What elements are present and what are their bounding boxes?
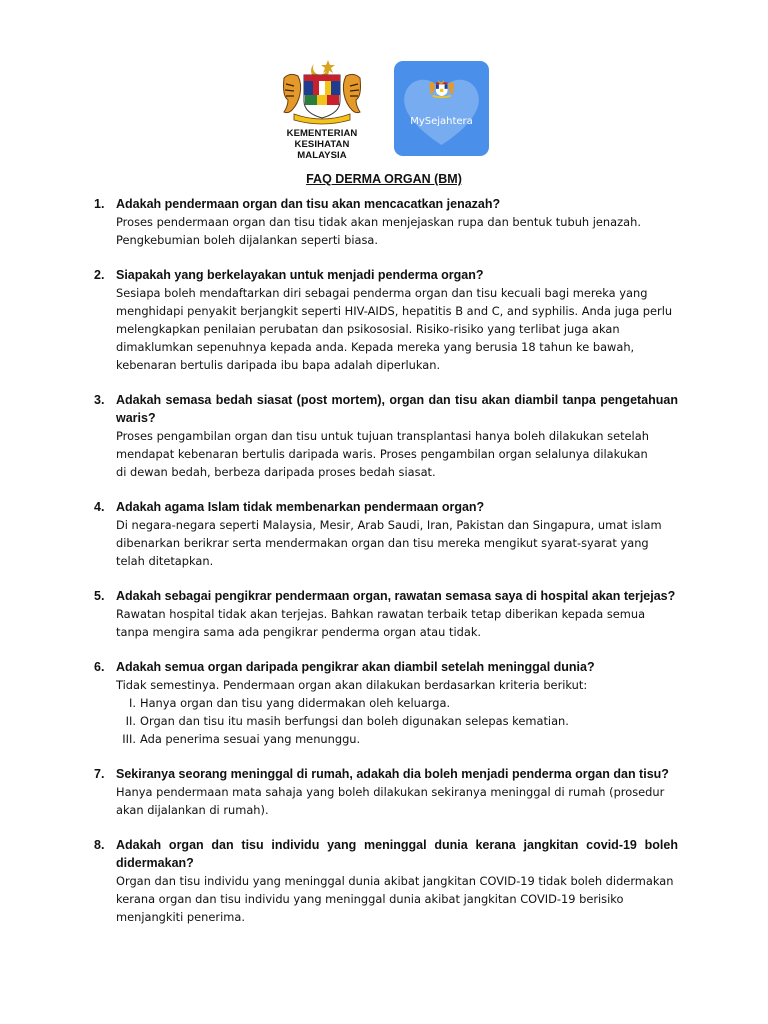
faq-answer (116, 872, 678, 926)
faq-answer-line: menghidapi penyakit berjangkit seperti HIV-AIDS, hepatitis B and C, and syphilis. Anda juga perlu (116, 304, 673, 318)
faq-item (0, 836, 768, 926)
faq-answer-line: kerana organ dan tisu individu yang meninggal dunia akibat jangkitan COVID-19 berisiko (116, 892, 624, 906)
faq-answer-line: Pengkebumian boleh dijalankan seperti biasa. (116, 233, 379, 247)
criteria-text: Organ dan tisu itu masih berfungsi dan boleh digunakan selepas kematian. (140, 714, 569, 728)
faq-question: Sekiranya seorang meninggal di rumah, adakah dia boleh menjadi penderma organ dan tisu? (116, 767, 669, 781)
document-title: FAQ DERMA ORGAN (BM) (306, 172, 462, 186)
faq-list (0, 195, 768, 943)
faq-question: Adakah sebagai pengikrar pendermaan organ, rawatan semasa saya di hospital akan terjejas? (116, 589, 676, 603)
faq-question: Adakah agama Islam tidak membenarkan pendermaan organ? (116, 500, 485, 514)
faq-number: 1. (94, 197, 105, 211)
faq-item (0, 391, 768, 481)
ministry-name (262, 128, 382, 161)
faq-answer-line: Organ dan tisu individu yang meninggal dunia akibat jangkitan COVID-19 tidak boleh didermakan (116, 874, 674, 888)
faq-answer-line: kebenaran bertulis daripada ibu bapa adalah diperlukan. (116, 358, 441, 372)
document-header (0, 58, 768, 168)
faq-question: Adakah pendermaan organ dan tisu akan mencacatkan jenazah? (116, 197, 501, 211)
criteria-text: Ada penerima sesuai yang menunggu. (140, 732, 361, 746)
faq-question-line: Adakah organ dan tisu individu yang meninggal dunia kerana jangkitan covid-19 boleh (116, 838, 678, 852)
criteria-text: Hanya organ dan tisu yang didermakan oleh keluarga. (140, 696, 451, 710)
faq-answer (116, 284, 678, 374)
ministry-logo (262, 58, 382, 161)
faq-answer-line: Sesiapa boleh mendaftarkan diri sebagai penderma organ dan tisu kecuali bagi mereka yang (116, 286, 648, 300)
faq-number: 6. (94, 660, 105, 674)
faq-item (0, 266, 768, 374)
criteria-item (116, 694, 678, 712)
criteria-number: II. (125, 714, 136, 728)
faq-answer-line: Rawatan hospital tidak akan terjejas. Bahkan rawatan terbaik tetap diberikan kepada semua (116, 607, 646, 621)
faq-question (116, 836, 678, 872)
faq-answer-line: tanpa mengira sama ada pengikrar penderma organ atau tidak. (116, 625, 482, 639)
mysejahtera-logo (394, 61, 489, 156)
faq-answer-line: mendapat kebenaran bertulis daripada waris. Proses pengambilan organ selalunya dilakukan (116, 447, 648, 461)
criteria-item (116, 730, 678, 748)
faq-item (0, 658, 768, 748)
faq-item (0, 195, 768, 249)
ministry-name-line2: MALAYSIA (297, 150, 347, 161)
faq-item (0, 765, 768, 819)
faq-answer (116, 427, 678, 481)
faq-item (0, 498, 768, 570)
criteria-number: I. (129, 696, 136, 710)
faq-answer (116, 676, 678, 748)
faq-question-line: Adakah semasa bedah siasat (post mortem), organ dan tisu akan diambil tanpa pengetahuan (116, 393, 678, 407)
faq-answer-line: dimaklumkan sepenuhnya kepada anda. Kepada mereka yang berusia 18 tahun ke bawah, (116, 340, 635, 354)
heart-icon (394, 61, 489, 156)
faq-answer-line: menjangkiti penerima. (116, 910, 245, 924)
criteria-number: III. (122, 732, 136, 746)
faq-answer-line: Tidak semestinya. Pendermaan organ akan dilakukan berdasarkan kriteria berikut: (116, 678, 588, 692)
faq-answer-line: di dewan bedah, berbeza daripada proses bedah siasat. (116, 465, 436, 479)
faq-answer-line: akan dijalankan di rumah). (116, 803, 269, 817)
faq-answer (116, 783, 678, 819)
faq-answer-line: Proses pengambilan organ dan tisu untuk tujuan transplantasi hanya boleh dilakukan setelah (116, 429, 649, 443)
criteria-list (116, 694, 678, 748)
faq-answer-line: telah ditetapkan. (116, 554, 214, 568)
faq-number: 7. (94, 767, 105, 781)
faq-answer-line: dibenarkan berikrar serta mendermakan organ dan tisu mereka mengikut syarat-syarat yang (116, 536, 649, 550)
faq-question: Siapakah yang berkelayakan untuk menjadi penderma organ? (116, 268, 484, 282)
faq-answer-line: Proses pendermaan organ dan tisu tidak akan menjejaskan rupa dan bentuk tubuh jenazah. (116, 215, 641, 229)
faq-number: 5. (94, 589, 105, 603)
faq-answer-line: melengkapkan penilaian perubatan dan psikososial. Risiko-risiko yang terlibat juga akan (116, 322, 620, 336)
faq-question: Adakah semua organ daripada pengikrar akan diambil setelah meninggal dunia? (116, 660, 595, 674)
faq-number: 4. (94, 500, 105, 514)
faq-item (0, 587, 768, 641)
faq-answer (116, 213, 678, 249)
faq-answer-line: Di negara-negara seperti Malaysia, Mesir, Arab Saudi, Iran, Pakistan dan Singapura, umat islam (116, 518, 662, 532)
faq-answer (116, 516, 678, 570)
ministry-name-line1: KEMENTERIAN KESIHATAN (286, 128, 358, 150)
app-name: MySejahtera (410, 116, 473, 127)
faq-number: 2. (94, 268, 105, 282)
criteria-item (116, 712, 678, 730)
faq-answer-line: Hanya pendermaan mata sahaja yang boleh dilakukan sekiranya meninggal di rumah (prosedur (116, 785, 665, 799)
faq-question-line: didermakan? (116, 856, 194, 870)
faq-question-line: waris? (116, 411, 156, 425)
faq-question (116, 391, 678, 427)
malaysia-coat-of-arms-icon (276, 58, 368, 126)
faq-number: 8. (94, 838, 105, 852)
faq-answer (116, 605, 678, 641)
faq-number: 3. (94, 393, 105, 407)
